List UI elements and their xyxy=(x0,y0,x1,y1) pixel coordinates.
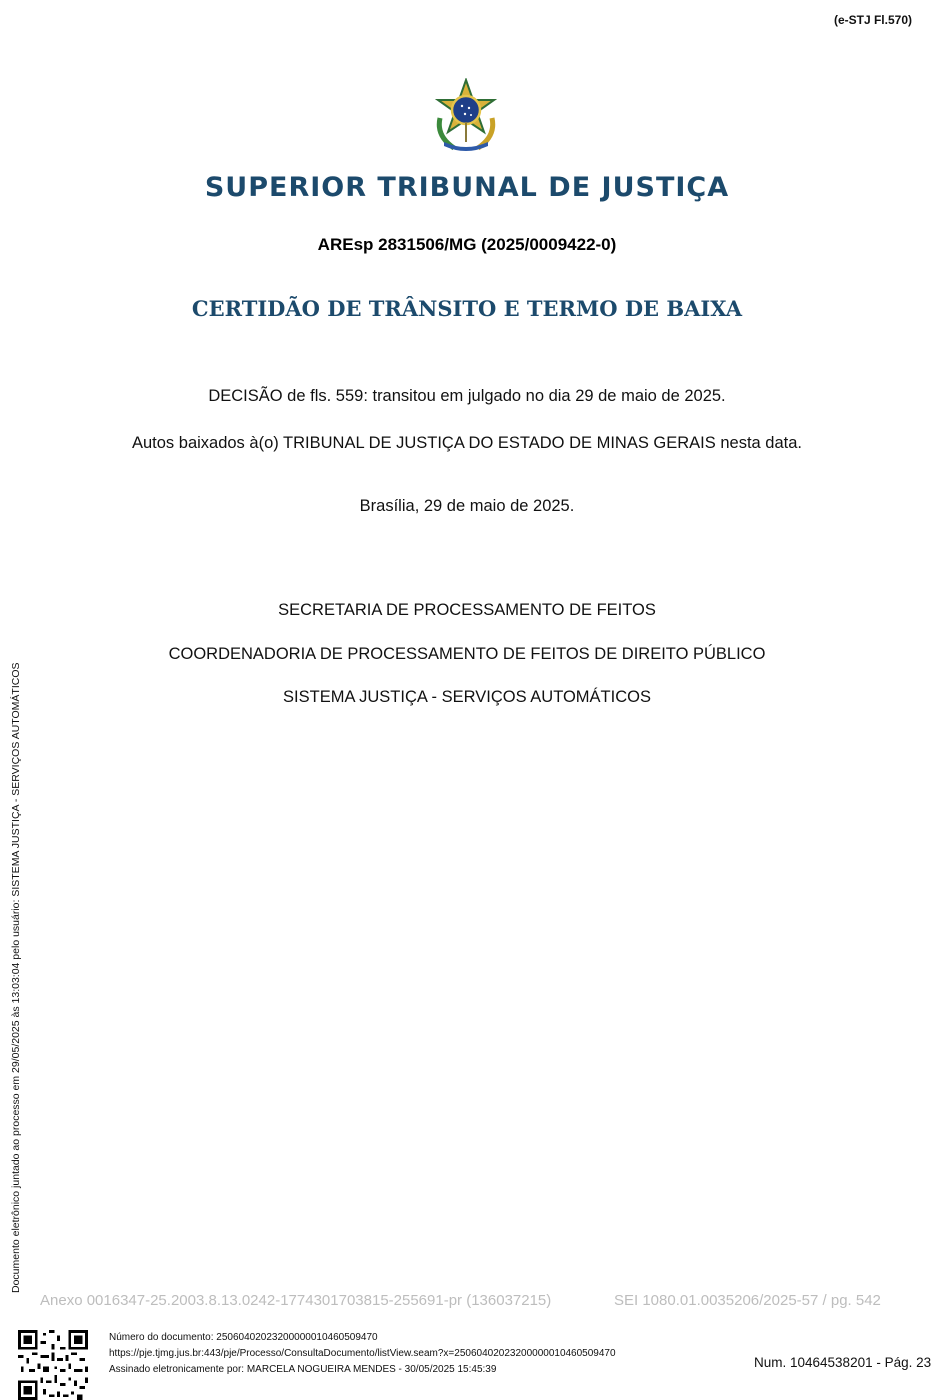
document-title: CERTIDÃO DE TRÂNSITO E TERMO DE BAIXA xyxy=(191,296,743,321)
page-number: Num. 10464538201 - Pág. 23 xyxy=(754,1355,932,1370)
signature-secretaria: SECRETARIA DE PROCESSAMENTO DE FEITOS xyxy=(278,601,656,619)
return-line: Autos baixados à(o) TRIBUNAL DE JUSTIÇA DO ESTADO DE MINAS GERAIS nesta data. xyxy=(131,434,802,452)
signature-sistema: SISTEMA JUSTIÇA - SERVIÇOS AUTOMÁTICOS xyxy=(283,688,651,706)
court-name: SUPERIOR TRIBUNAL DE JUSTIÇA xyxy=(204,172,730,203)
footer-signed-by: Assinado eletronicamente por: MARCELA NOGUEIRA MENDES - 30/05/2025 15:45:39 xyxy=(109,1364,497,1375)
brazil-coat-of-arms-icon xyxy=(428,78,504,154)
process-id: AREsp 2831506/MG (2025/0009422-0) xyxy=(317,235,617,254)
signature-coordenadoria: COORDENADORIA DE PROCESSAMENTO DE FEITOS DE DIREITO PÚBLICO xyxy=(168,645,766,663)
footer-url[interactable]: https://pje.tjmg.jus.br:443/pje/Processo/ConsultaDocumento/listView.seam?x=25060402023200000010460509470 xyxy=(109,1348,616,1359)
annex-left: Anexo 0016347-25.2003.8.13.0242-1774301703815-255691-pr (136037215) xyxy=(40,1292,552,1309)
annex-watermark xyxy=(40,1292,920,1309)
page-stamp: (e-STJ Fl.570) xyxy=(833,13,912,27)
annex-right: SEI 1080.01.0035206/2025-57 / pg. 542 xyxy=(614,1292,881,1309)
place-date: Brasília, 29 de maio de 2025. xyxy=(359,497,575,515)
decision-line: DECISÃO de fls. 559: transitou em julgado no dia 29 de maio de 2025. xyxy=(208,387,726,405)
qr-code-icon[interactable] xyxy=(18,1330,88,1400)
footer-doc-number: Número do documento: 25060402023200000010460509470 xyxy=(109,1332,378,1343)
margin-note: Documento eletrônico juntado ao processo em 29/05/2025 às 13:03:04 pelo usuário: SISTEMA JUSTIÇA - SERVIÇOS AUTOMÁTICOS xyxy=(10,662,22,1293)
